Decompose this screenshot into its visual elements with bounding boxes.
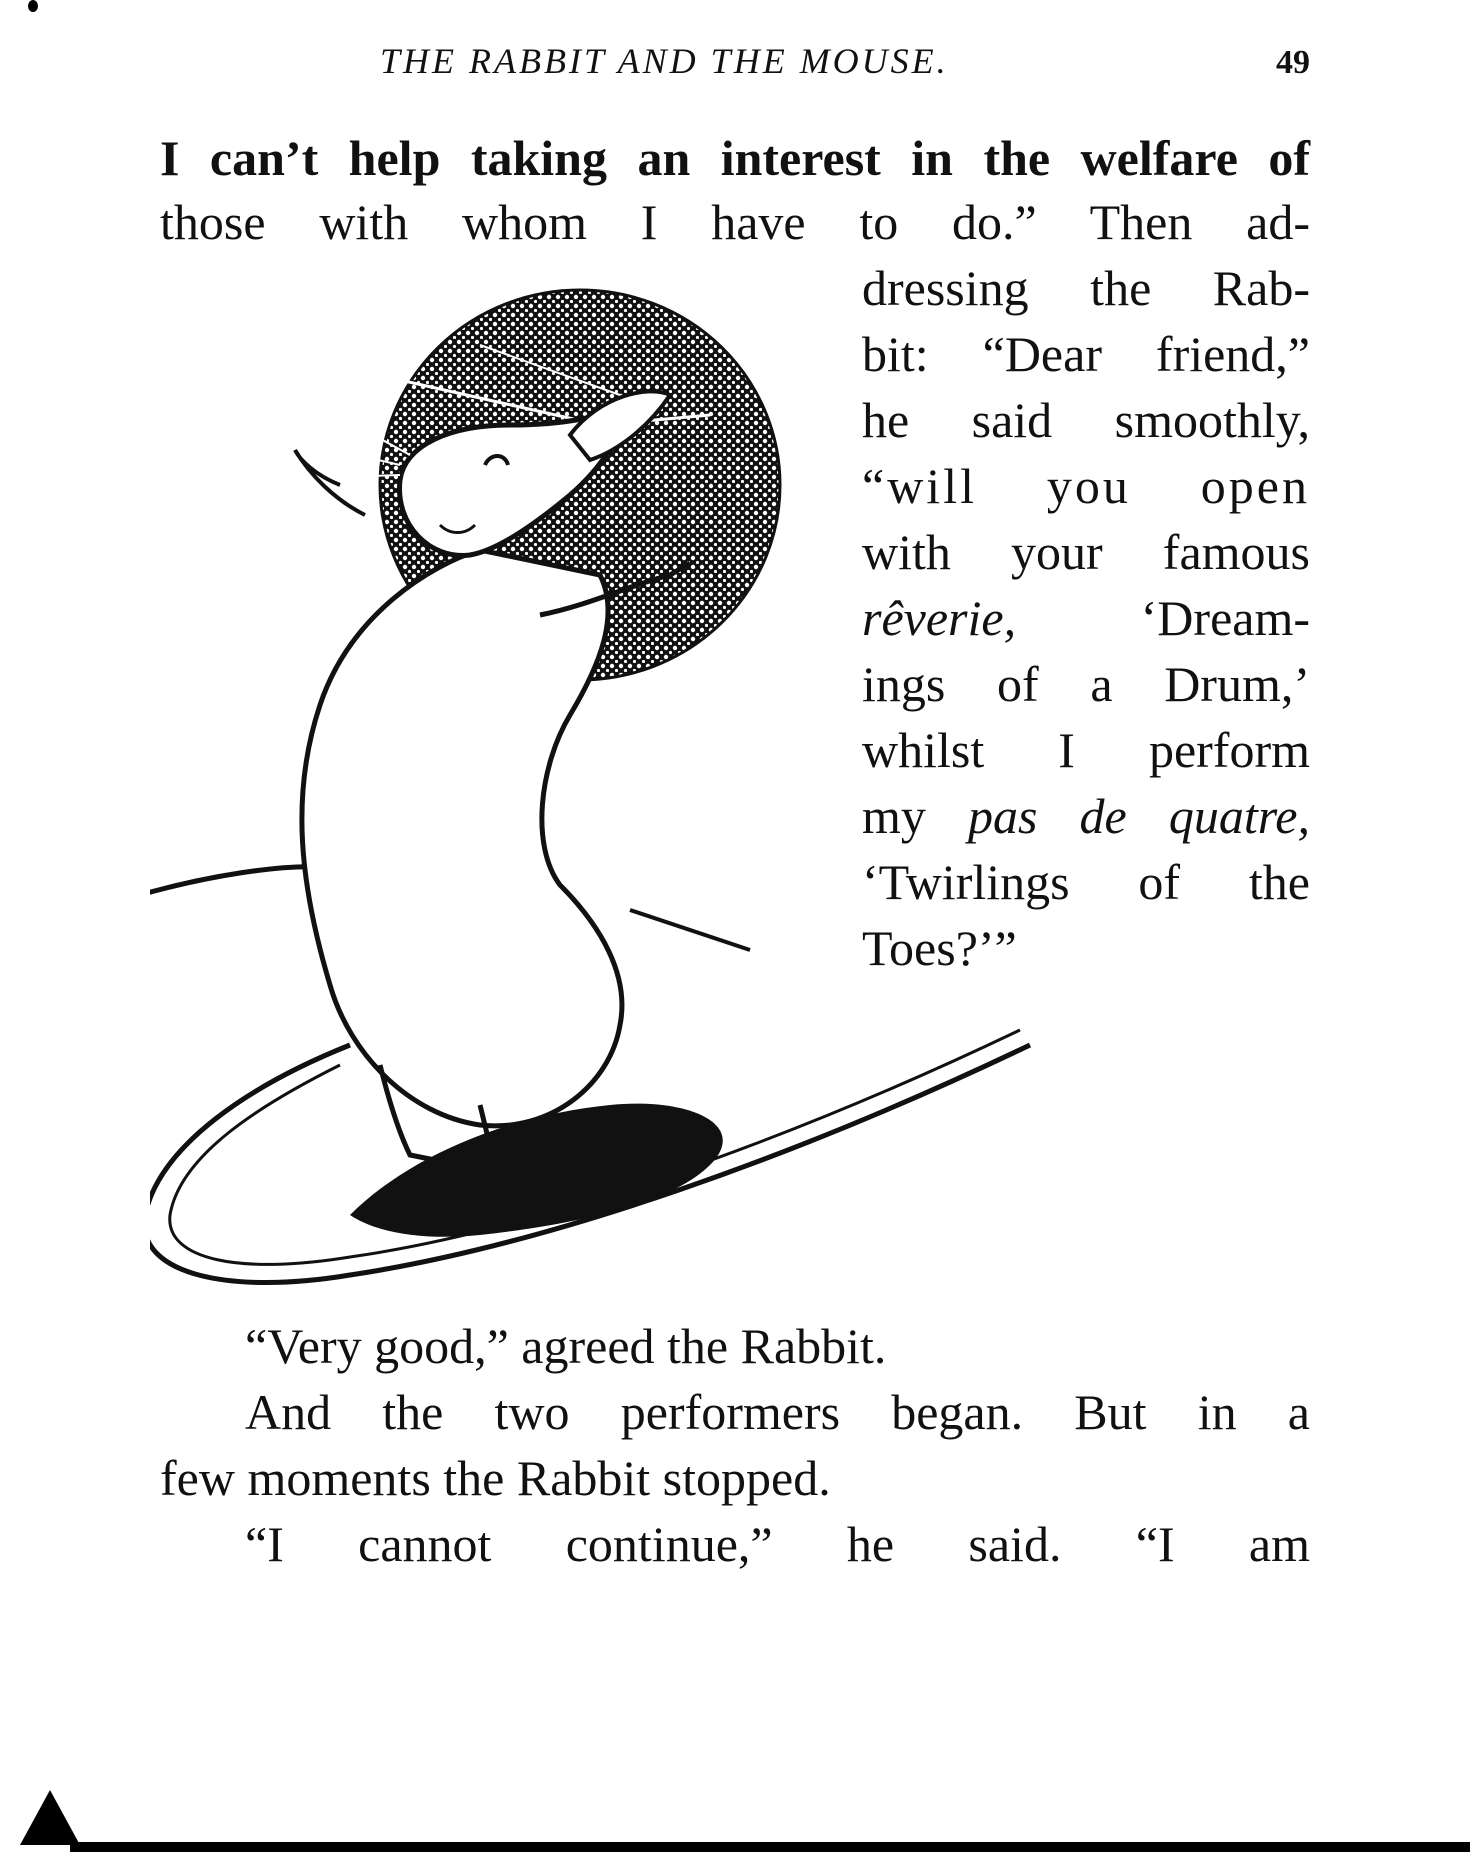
page-header xyxy=(380,40,1310,88)
text-line-3: dressing the Rab- xyxy=(862,260,1310,316)
reverie-italic: rêverie, xyxy=(862,590,1017,646)
text-line-7: with your famous xyxy=(862,524,1310,580)
text-line-10: whilst I perform xyxy=(862,722,1310,778)
text-line-17: “I cannot continue,” he said. “I am xyxy=(245,1516,1310,1572)
pas-de-quatre-italic: pas de quatre, xyxy=(968,788,1311,844)
mouse-left-arm xyxy=(295,450,365,515)
text-line-6: “will you open xyxy=(862,458,1310,514)
text-line-4: bit: “Dear friend,” xyxy=(862,326,1310,382)
running-title: THE RABBIT AND THE MOUSE. xyxy=(380,41,949,81)
text-line-8-rest: ‘Dream- xyxy=(1140,590,1310,646)
mouse-with-drum-illustration xyxy=(150,285,1230,1305)
scan-smudge-bottom xyxy=(20,1790,80,1845)
text-line-1: I can’t help taking an interest in the welfare of xyxy=(160,130,1310,186)
text-line-5: he said smoothly, xyxy=(862,392,1310,448)
text-line-16: few moments the Rabbit stopped. xyxy=(160,1450,831,1506)
bottom-edge-rule xyxy=(70,1842,1470,1852)
text-line-14: “Very good,” agreed the Rabbit. xyxy=(245,1318,887,1374)
mouse-body xyxy=(302,550,622,1126)
text-line-9: ings of a Drum,’ xyxy=(862,656,1310,712)
text-line-11-start: my xyxy=(862,788,926,844)
scan-smudge-top xyxy=(28,0,38,12)
text-line-15: And the two performers began. But in a xyxy=(245,1384,1310,1440)
text-line-12: ‘Twirlings of the xyxy=(862,854,1310,910)
text-line-2: those with whom I have to do.” Then ad- xyxy=(160,194,1310,250)
page-number: 49 xyxy=(1276,44,1310,81)
text-line-13: Toes?’” xyxy=(862,920,1017,976)
